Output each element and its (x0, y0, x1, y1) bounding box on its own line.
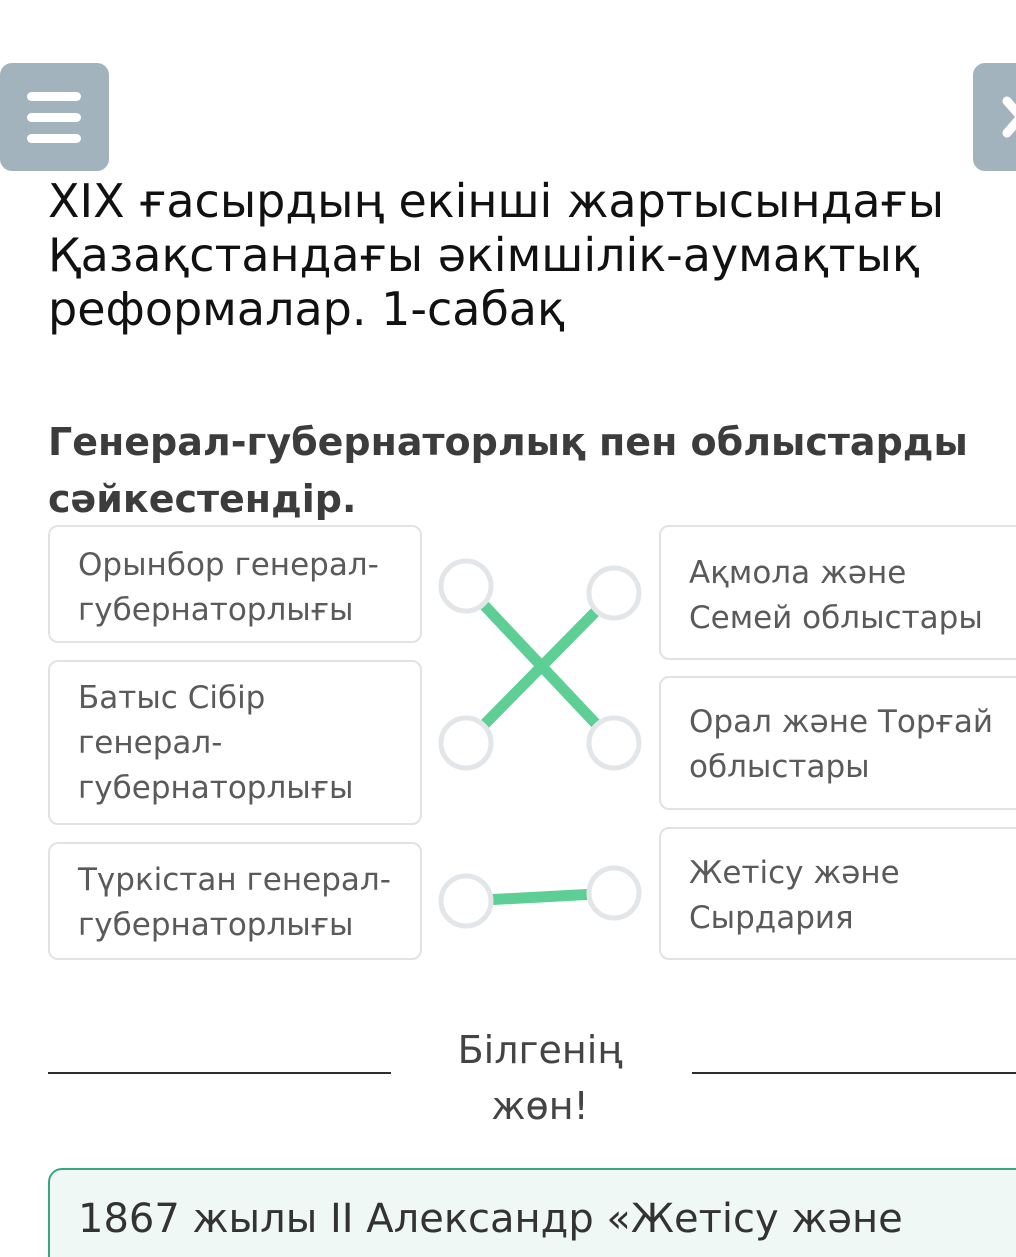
fact-box (48, 1168, 1016, 1257)
right-connector-node-1[interactable] (589, 568, 639, 618)
right-item-label: Ақмола және (689, 555, 907, 591)
left-connector-node-3[interactable] (441, 876, 491, 926)
fact-heading-line: жөн! (491, 1084, 589, 1128)
lesson-title-line: XIX ғасырдың екінші жартысындағы (48, 174, 945, 228)
lesson-title-line: Қазақстандағы әкімшілік-аумақтық (48, 228, 920, 282)
left-item-label: губернаторлығы (78, 592, 354, 628)
left-connector-node-2[interactable] (441, 718, 491, 768)
fact-heading-line: Білгенің (457, 1028, 623, 1072)
right-item-label: Семей облыстары (689, 600, 983, 636)
match-link-3 (491, 894, 589, 899)
left-item-label: Орынбор генерал- (78, 547, 379, 583)
fact-heading (400, 1022, 680, 1134)
task-prompt-line: Генерал-губернаторлық пен облыстарды (48, 420, 968, 464)
left-item-label: губернаторлығы (78, 907, 354, 943)
right-connector-node-2[interactable] (589, 718, 639, 768)
left-item-label: Түркістан генерал- (78, 862, 391, 898)
divider-right (692, 1072, 1016, 1074)
lesson-title-line: реформалар. 1-сабақ (48, 282, 565, 336)
right-connector-node-3[interactable] (589, 868, 639, 918)
right-item-label: Жетісу және (689, 855, 900, 891)
left-item-label: губернаторлығы (78, 770, 354, 806)
right-item-label: Сырдария (689, 900, 854, 936)
left-item-label: Батыс Сібір (78, 680, 266, 716)
right-item-label: облыстары (689, 749, 870, 785)
divider-left (48, 1072, 391, 1074)
task-prompt-line: сәйкестендір. (48, 477, 357, 521)
fact-text: 1867 жылы II Александр «Жетісу және (78, 1196, 903, 1242)
left-item-label: генерал- (78, 725, 223, 761)
right-item-label: Орал және Торғай (689, 704, 993, 740)
left-connector-node-1[interactable] (441, 561, 491, 611)
